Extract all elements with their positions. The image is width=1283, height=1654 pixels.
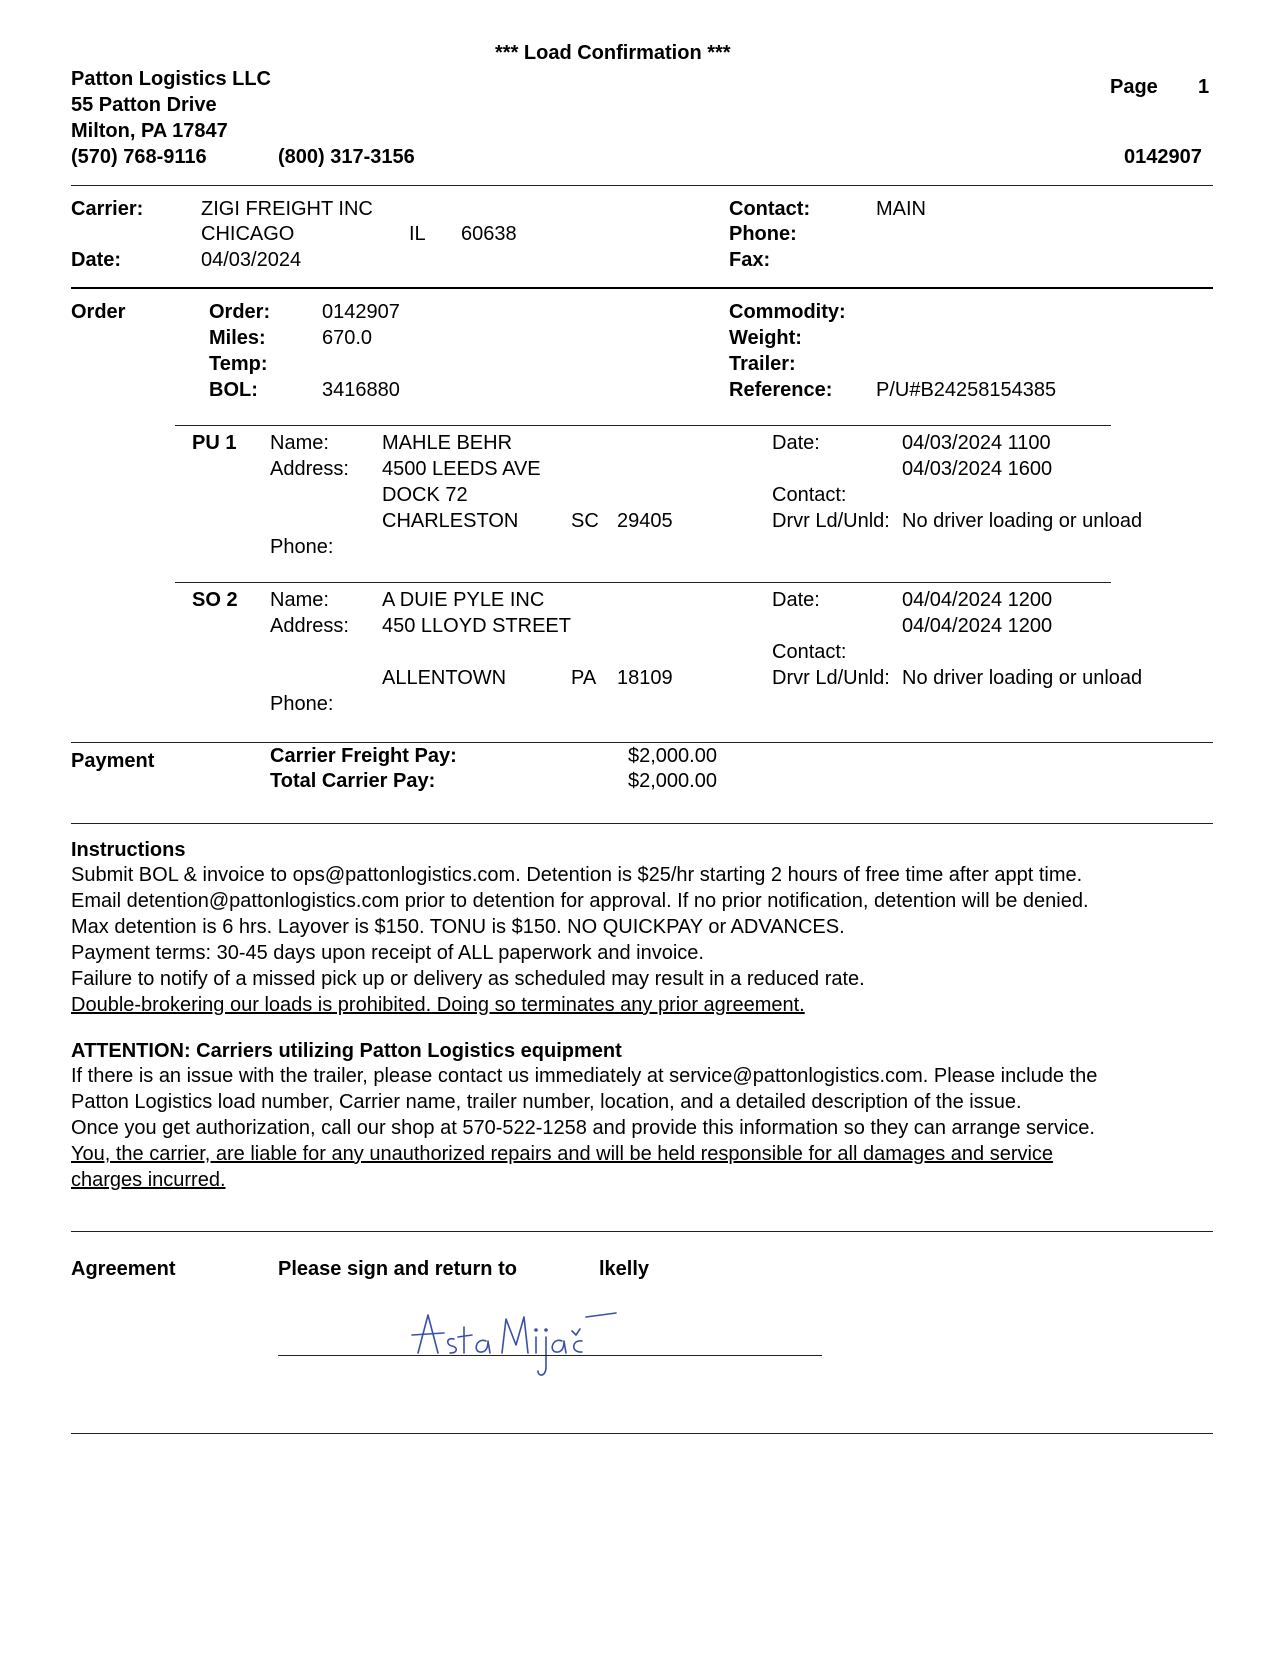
- attention-line: Patton Logistics load number, Carrier name, trailer number, location, and a detailed description of the issue.: [71, 1091, 1022, 1113]
- attention-heading: ATTENTION: Carriers utilizing Patton Logistics equipment: [71, 1040, 622, 1062]
- total-pay-label: Total Carrier Pay:: [270, 770, 436, 792]
- carrier-city: CHICAGO: [201, 223, 295, 245]
- carrier-label: Carrier:: [71, 198, 144, 220]
- signature-image: [410, 1305, 620, 1385]
- stop-date-1: 04/04/2024 1200: [902, 589, 1053, 611]
- divider: [175, 582, 1111, 583]
- attention-line: Once you get authorization, call our shop at 570-522-1258 and provide this information so they can arrange service.: [71, 1117, 1095, 1139]
- stop-city: ALLENTOWN: [382, 667, 507, 689]
- order-label: Order:: [209, 301, 271, 323]
- stop-state: PA: [571, 667, 597, 689]
- order-number: 0142907: [322, 301, 400, 323]
- stop-date-2: 04/04/2024 1200: [902, 615, 1053, 637]
- divider: [71, 742, 1213, 743]
- attention-line: If there is an issue with the trailer, please contact us immediately at service@pattonlogistics.com. Please include the: [71, 1065, 1098, 1087]
- stop-phone-label: Phone:: [270, 693, 334, 715]
- return-to-name: lkelly: [599, 1258, 650, 1280]
- divider: [71, 823, 1213, 824]
- stop-date-label: Date:: [772, 432, 820, 454]
- stop-address-label: Address:: [270, 615, 349, 637]
- instructions-line: Email detention@pattonlogistics.com prior to detention for approval. If no prior notification, detention will be denied.: [71, 890, 1089, 912]
- freight-pay-value: $2,000.00: [628, 745, 717, 767]
- company-name: Patton Logistics LLC: [71, 68, 271, 90]
- total-pay-value: $2,000.00: [628, 770, 717, 792]
- order-section-label: Order: [71, 301, 126, 323]
- stop-name-label: Name:: [270, 432, 329, 454]
- stop-phone-label: Phone:: [270, 536, 334, 558]
- trailer-label: Trailer:: [729, 353, 796, 375]
- stop-name-label: Name:: [270, 589, 329, 611]
- stop-zip: 18109: [617, 667, 673, 689]
- carrier-name: ZIGI FREIGHT INC: [201, 198, 373, 220]
- divider: [71, 1231, 1213, 1232]
- stop-address-line1: 4500 LEEDS AVE: [382, 458, 541, 480]
- divider: [175, 425, 1111, 426]
- carrier-zip: 60638: [461, 223, 517, 245]
- attention-liability-line: You, the carrier, are liable for any unauthorized repairs and will be held responsible for all damages and service: [71, 1143, 1054, 1165]
- phone-label: Phone:: [729, 223, 797, 245]
- company-phone-2: (800) 317-3156: [278, 146, 415, 168]
- stop-driver-value: No driver loading or unload: [902, 510, 1143, 532]
- load-number: 0142907: [1124, 146, 1202, 168]
- stop-contact-label: Contact:: [772, 641, 847, 663]
- stop-state: SC: [571, 510, 599, 532]
- order-reference: P/U#B24258154385: [876, 379, 1057, 401]
- company-address-line2: Milton, PA 17847: [71, 120, 228, 142]
- instructions-line: Payment terms: 30-45 days upon receipt of ALL paperwork and invoice.: [71, 942, 704, 964]
- stop-date-1: 04/03/2024 1100: [902, 432, 1051, 454]
- divider: [71, 287, 1213, 289]
- fax-label: Fax:: [729, 249, 771, 271]
- agreement-section-label: Agreement: [71, 1258, 176, 1280]
- stop-driver-label: Drvr Ld/Unld:: [772, 667, 890, 689]
- stop-address-line2: DOCK 72: [382, 484, 468, 506]
- sign-return-label: Please sign and return to: [278, 1258, 517, 1280]
- bol-label: BOL:: [209, 379, 258, 401]
- stop-address-line1: 450 LLOYD STREET: [382, 615, 571, 637]
- attention-liability-line: charges incurred.: [71, 1169, 226, 1191]
- page-label: Page: [1110, 76, 1158, 98]
- carrier-date: 04/03/2024: [201, 249, 302, 271]
- stop-zip: 29405: [617, 510, 673, 532]
- instructions-double-brokering-notice: Double-brokering our loads is prohibited. Doing so terminates any prior agreement.: [71, 994, 805, 1016]
- divider: [71, 1433, 1213, 1434]
- divider: [71, 185, 1213, 186]
- stop-date-2: 04/03/2024 1600: [902, 458, 1053, 480]
- signature-line: [278, 1355, 822, 1356]
- freight-pay-label: Carrier Freight Pay:: [270, 745, 457, 767]
- instructions-heading: Instructions: [71, 839, 186, 861]
- stop-date-label: Date:: [772, 589, 820, 611]
- stop-contact-label: Contact:: [772, 484, 847, 506]
- stop-driver-label: Drvr Ld/Unld:: [772, 510, 890, 532]
- stop-city: CHARLESTON: [382, 510, 519, 532]
- temp-label: Temp:: [209, 353, 268, 375]
- document-title: *** Load Confirmation ***: [495, 42, 731, 64]
- miles-label: Miles:: [209, 327, 266, 349]
- commodity-label: Commodity:: [729, 301, 846, 323]
- stop-name: A DUIE PYLE INC: [382, 589, 545, 611]
- weight-label: Weight:: [729, 327, 802, 349]
- instructions-line: Submit BOL & invoice to ops@pattonlogistics.com. Detention is $25/hr starting 2 hours of free time after appt time.: [71, 864, 1083, 886]
- stop-driver-value: No driver loading or unload: [902, 667, 1143, 689]
- stop-code: SO 2: [192, 589, 238, 611]
- payment-section-label: Payment: [71, 750, 155, 772]
- company-address-line1: 55 Patton Drive: [71, 94, 217, 116]
- stop-name: MAHLE BEHR: [382, 432, 513, 454]
- instructions-line: Failure to notify of a missed pick up or delivery as scheduled may result in a reduced rate.: [71, 968, 865, 990]
- order-bol: 3416880: [322, 379, 400, 401]
- order-miles: 670.0: [322, 327, 373, 349]
- date-label: Date:: [71, 249, 122, 271]
- stop-code: PU 1: [192, 432, 237, 454]
- reference-label: Reference:: [729, 379, 833, 401]
- company-phone-1: (570) 768-9116: [71, 146, 207, 168]
- page-number: 1: [1198, 76, 1210, 98]
- contact-label: Contact:: [729, 198, 811, 220]
- carrier-state: IL: [409, 223, 426, 245]
- instructions-line: Max detention is 6 hrs. Layover is $150. TONU is $150. NO QUICKPAY or ADVANCES.: [71, 916, 845, 938]
- carrier-contact: MAIN: [876, 198, 926, 220]
- stop-address-label: Address:: [270, 458, 349, 480]
